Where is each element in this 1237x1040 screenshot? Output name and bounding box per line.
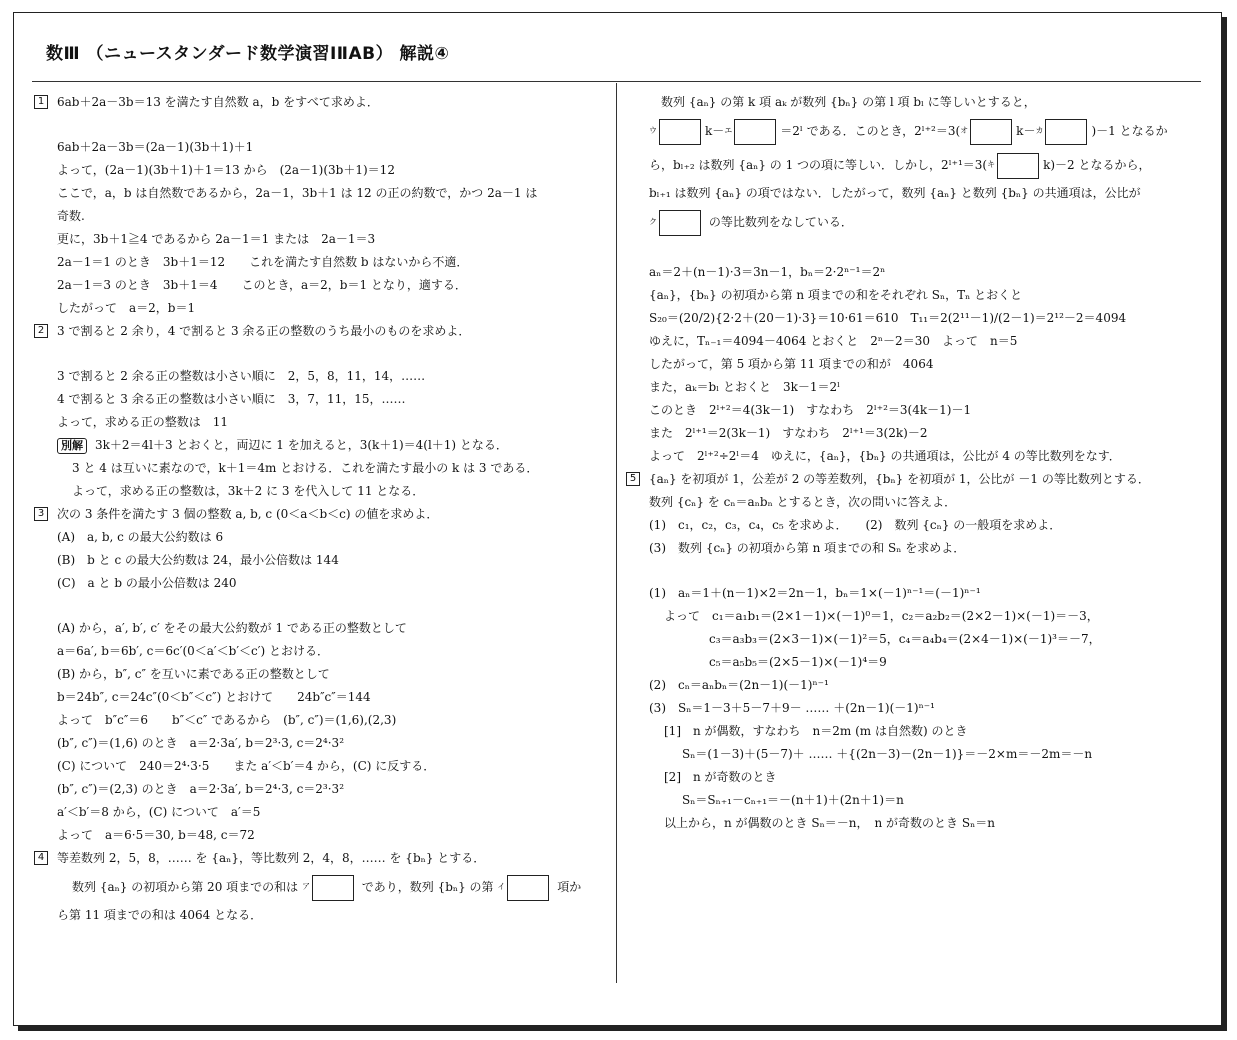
- question-number: 3: [34, 507, 48, 521]
- fill-in-line: [32, 870, 607, 904]
- solution-line: 2a－1＝3 のとき 3b＋1＝4 このとき，a＝2，b＝1 となり，適する．: [57, 278, 467, 292]
- solution-line: (B) から，b″, c″ を互いに素である正の整数として: [57, 667, 330, 681]
- solution-line: a＝6a′, b＝6b′, c＝6c′(0＜a′＜b′＜c′) とおける．: [57, 644, 329, 658]
- solution-line: (3) 数列 {cₙ} の初項から第 n 項までの和 Sₙ を求めよ．: [649, 541, 966, 555]
- solution-line: 3 と 4 は互いに素なので，k＋1＝4m とおける．これを満たす最小の k は 3 である．: [72, 461, 539, 475]
- text-segment: であり，数列 {bₙ} の第: [357, 880, 498, 894]
- blank-marker: オ: [960, 126, 969, 135]
- text-segment: )－1 となるか: [1091, 124, 1168, 138]
- solution-line: Sₙ＝(1－3)＋(5－7)＋ …… ＋{(2n－3)－(2n－1)}＝－2×m＝－2m＝－n: [682, 747, 1093, 761]
- fill-in-line: [624, 114, 1209, 148]
- solution-line: (b″, c″)＝(2,3) のとき a＝2·3a′, b＝2⁴·3, c＝2³·3²: [57, 782, 344, 796]
- solution-line: (C) について 240＝2⁴·3·5 また a′＜b′＝4 から，(C) に反する．: [57, 759, 436, 773]
- solution-line: 2a－1＝1 のとき 3b＋1＝12 これを満たす自然数 b はないから不適．: [57, 255, 469, 269]
- solution-line: よって c₁＝a₁b₁＝(2×1－1)×(－1)⁰＝1，c₂＝a₂b₂＝(2×2－1)×(－1)＝－3，: [664, 609, 1099, 623]
- question-heading: [32, 320, 607, 343]
- question-number: 5: [626, 472, 640, 486]
- blank-marker: ア: [301, 882, 310, 891]
- text-segment: の等比数列をなしている．: [705, 215, 853, 229]
- blank-marker: エ: [724, 126, 733, 135]
- solution-line: 数列 {cₙ} を cₙ＝aₙbₙ とするとき，次の問いに答えよ．: [649, 495, 957, 509]
- solution-line: (1) aₙ＝1＋(n－1)×2＝2n－1，bₙ＝1×(－1)ⁿ⁻¹＝(－1)ⁿ⁻¹: [649, 586, 981, 600]
- fill-in-line: [624, 148, 1209, 182]
- solution-line: ここで，a，b は自然数であるから，2a－1，3b＋1 は 12 の正の約数で，かつ 2a－1 は: [57, 186, 538, 200]
- page-title: 数Ⅲ （ニュースタンダード数学演習ⅠⅡAB） 解説④: [46, 44, 450, 64]
- blank-marker: ク: [649, 217, 657, 226]
- alternate-solution-badge: 別解: [57, 438, 87, 454]
- solution-line: よって，(2a－1)(3b＋1)＋1＝13 から (2a－1)(3b＋1)＝12: [57, 163, 395, 177]
- title-rule: [32, 81, 1201, 82]
- answer-blank-box: [312, 875, 354, 901]
- spacer: [32, 595, 607, 617]
- text-segment: ＝2ˡ である．このとき，2ˡ⁺²＝3(: [780, 124, 961, 138]
- solution-line: (3) Sₙ＝1－3＋5－7＋9－ …… ＋(2n－1)(－1)ⁿ⁻¹: [649, 701, 935, 715]
- spacer: [32, 114, 607, 136]
- question-text: 3 で割ると 2 余り，4 で割ると 3 余る正の整数のうち最小のものを求めよ．: [57, 324, 471, 338]
- answer-blank-box: [970, 119, 1012, 145]
- answer-blank-box: [659, 119, 701, 145]
- solution-line: 4 で割ると 3 余る正の整数は小さい順に 3，7，11，15，……: [57, 392, 406, 406]
- question-text: 6ab＋2a－3b＝13 を満たす自然数 a，b をすべて求めよ．: [57, 95, 379, 109]
- blank-marker: イ: [497, 882, 506, 891]
- answer-blank-box: [734, 119, 776, 145]
- solution-line: (A) から，a′, b′, c′ をその最大公約数が 1 である正の整数として: [57, 621, 407, 635]
- spacer: [624, 560, 1209, 582]
- solution-line: ら第 11 項までの和は 4064 となる．: [57, 908, 263, 922]
- question-number: 1: [34, 95, 48, 109]
- solution-line: (2) cₙ＝aₙbₙ＝(2n－1)(－1)ⁿ⁻¹: [649, 678, 829, 692]
- solution-line: c₅＝a₅b₅＝(2×5－1)×(－1)⁴＝9: [709, 655, 887, 669]
- solution-line: (C) a と b の最小公倍数は 240: [57, 576, 237, 590]
- question-heading: [32, 847, 607, 870]
- answer-blank-box: [1045, 119, 1087, 145]
- solution-line: 更に，3b＋1≧4 であるから 2a－1＝1 または 2a－1＝3: [57, 232, 376, 246]
- solution-line: また 2ˡ⁺¹＝2(3k－1) すなわち 2ˡ⁺¹＝3(2k)－2: [649, 426, 928, 440]
- solution-line: (B) b と c の最大公約数は 24，最小公倍数は 144: [57, 553, 339, 567]
- question-number: 2: [34, 324, 48, 338]
- solution-line: (A) a, b, c の最大公約数は 6: [57, 530, 224, 544]
- solution-line: bₗ₊₁ は数列 {aₙ} の項ではない．したがって，数列 {aₙ} と数列 {bₙ} の共通項は，公比が: [649, 186, 1141, 200]
- question-heading: [32, 91, 607, 114]
- question-number: 4: [34, 851, 48, 865]
- question-text: {aₙ} を初項が 1，公差が 2 の等差数列，{bₙ} を初項が 1，公比が －1 の等比数列とする．: [649, 472, 1150, 486]
- solution-line: {aₙ}，{bₙ} の初項から第 n 項までの和をそれぞれ Sₙ，Tₙ とおくと: [649, 288, 1023, 302]
- solution-line: b＝24b″, c＝24c″(0＜b″＜c″) とおけて 24b″c″＝144: [57, 690, 371, 704]
- text-segment: ら，bₗ₊₂ は数列 {aₙ} の 1 つの項に等しい．しかし，2ˡ⁺¹＝3(: [649, 158, 988, 172]
- answer-blank-box: [997, 153, 1039, 179]
- question-text: 次の 3 条件を満たす 3 個の整数 a, b, c (0＜a＜b＜c) の値を求めよ．: [57, 507, 439, 521]
- fill-in-line: [624, 205, 1209, 239]
- solution-line: また，aₖ＝bₗ とおくと 3k－1＝2ˡ: [649, 380, 841, 394]
- spacer: [32, 343, 607, 365]
- answer-blank-box: [659, 210, 701, 236]
- right-column: [624, 91, 1209, 835]
- solution-line: aₙ＝2＋(n－1)·3＝3n－1，bₙ＝2·2ⁿ⁻¹＝2ⁿ: [649, 265, 886, 279]
- question-heading: [32, 503, 607, 526]
- question-text: 等差数列 2，5，8，…… を {aₙ}，等比数列 2，4，8，…… を {bₙ} とする．: [57, 851, 486, 865]
- blank-marker: キ: [987, 160, 996, 169]
- solution-line: したがって a＝2，b＝1: [57, 301, 196, 315]
- alternate-solution-line: [32, 434, 607, 457]
- solution-line: よって a＝6·5＝30, b＝48, c＝72: [57, 828, 255, 842]
- solution-line: (1) c₁，c₂，c₃，c₄，c₅ を求めよ． (2) 数列 {cₙ} の一般項を求めよ．: [649, 518, 1062, 532]
- solution-line: したがって，第 5 項から第 11 項までの和が 4064: [649, 357, 934, 371]
- solution-line: (b″, c″)＝(1,6) のとき a＝2·3a′, b＝2³·3, c＝2⁴·3²: [57, 736, 344, 750]
- solution-line: ゆえに，Tₙ₋₁＝4094－4064 とおくと 2ⁿ－2＝30 よって n＝5: [649, 334, 1018, 348]
- solution-line: 6ab＋2a－3b＝(2a－1)(3b＋1)＋1: [57, 140, 254, 154]
- solution-line: [1] n が偶数，すなわち n＝2m (m は自然数) のとき: [664, 724, 968, 738]
- text-segment: 項か: [553, 880, 582, 894]
- solution-line: 奇数.: [57, 209, 85, 223]
- solution-line: このとき 2ˡ⁺²＝4(3k－1) すなわち 2ˡ⁺²＝3(4k－1)－1: [649, 403, 972, 417]
- solution-line: よって b″c″＝6 b″＜c″ であるから (b″, c″)＝(1,6),(2,3): [57, 713, 397, 727]
- solution-line: よって，求める正の整数は，3k＋2 に 3 を代入して 11 となる．: [72, 484, 425, 498]
- solution-line: よって，求める正の整数は 11: [57, 415, 229, 429]
- blank-marker: カ: [1035, 126, 1044, 135]
- spacer: [624, 239, 1209, 261]
- blank-marker: ウ: [649, 126, 657, 135]
- solution-line: S₂₀＝(20/2){2·2＋(20－1)·3}＝10·61＝610 T₁₁＝2(2¹¹－1)/(2－1)＝2¹²－2＝4094: [649, 311, 1127, 325]
- column-divider: [616, 83, 617, 983]
- solution-text: 3k＋2＝4l＋3 とおくと，両辺に 1 を加えると，3(k＋1)＝4(l＋1) となる．: [95, 438, 508, 452]
- text-segment: 数列 {aₙ} の初項から第 20 項までの和は: [72, 880, 302, 894]
- solution-line: 3 で割ると 2 余る正の整数は小さい順に 2，5，8，11，14，……: [57, 369, 426, 383]
- solution-line: Sₙ＝Sₙ₊₁－cₙ₊₁＝－(n＋1)＋(2n＋1)＝n: [682, 793, 904, 807]
- solution-line: a′＜b′＝8 から，(C) について a′＝5: [57, 805, 261, 819]
- question-heading: [624, 468, 1209, 491]
- left-column: [32, 91, 607, 927]
- solution-line: 以上から，n が偶数のとき Sₙ＝－n， n が奇数のとき Sₙ＝n: [664, 816, 995, 830]
- solution-line: 数列 {aₙ} の第 k 項 aₖ が数列 {bₙ} の第 l 項 bₗ に等しいとすると，: [649, 95, 1036, 109]
- solution-line: よって 2ˡ⁺²÷2ˡ＝4 ゆえに，{aₙ}，{bₙ} の共通項は，公比が 4 の等比数列をなす．: [649, 449, 1121, 463]
- document-page: [13, 12, 1222, 1026]
- text-segment: k)－2 となるから，: [1043, 158, 1151, 172]
- text-segment: k－: [1016, 124, 1036, 138]
- solution-line: [2] n が奇数のとき: [664, 770, 777, 784]
- solution-line: c₃＝a₃b₃＝(2×3－1)×(－1)²＝5，c₄＝a₄b₄＝(2×4－1)×(－1)³＝－7，: [709, 632, 1101, 646]
- answer-blank-box: [507, 875, 549, 901]
- text-segment: k－: [705, 124, 725, 138]
